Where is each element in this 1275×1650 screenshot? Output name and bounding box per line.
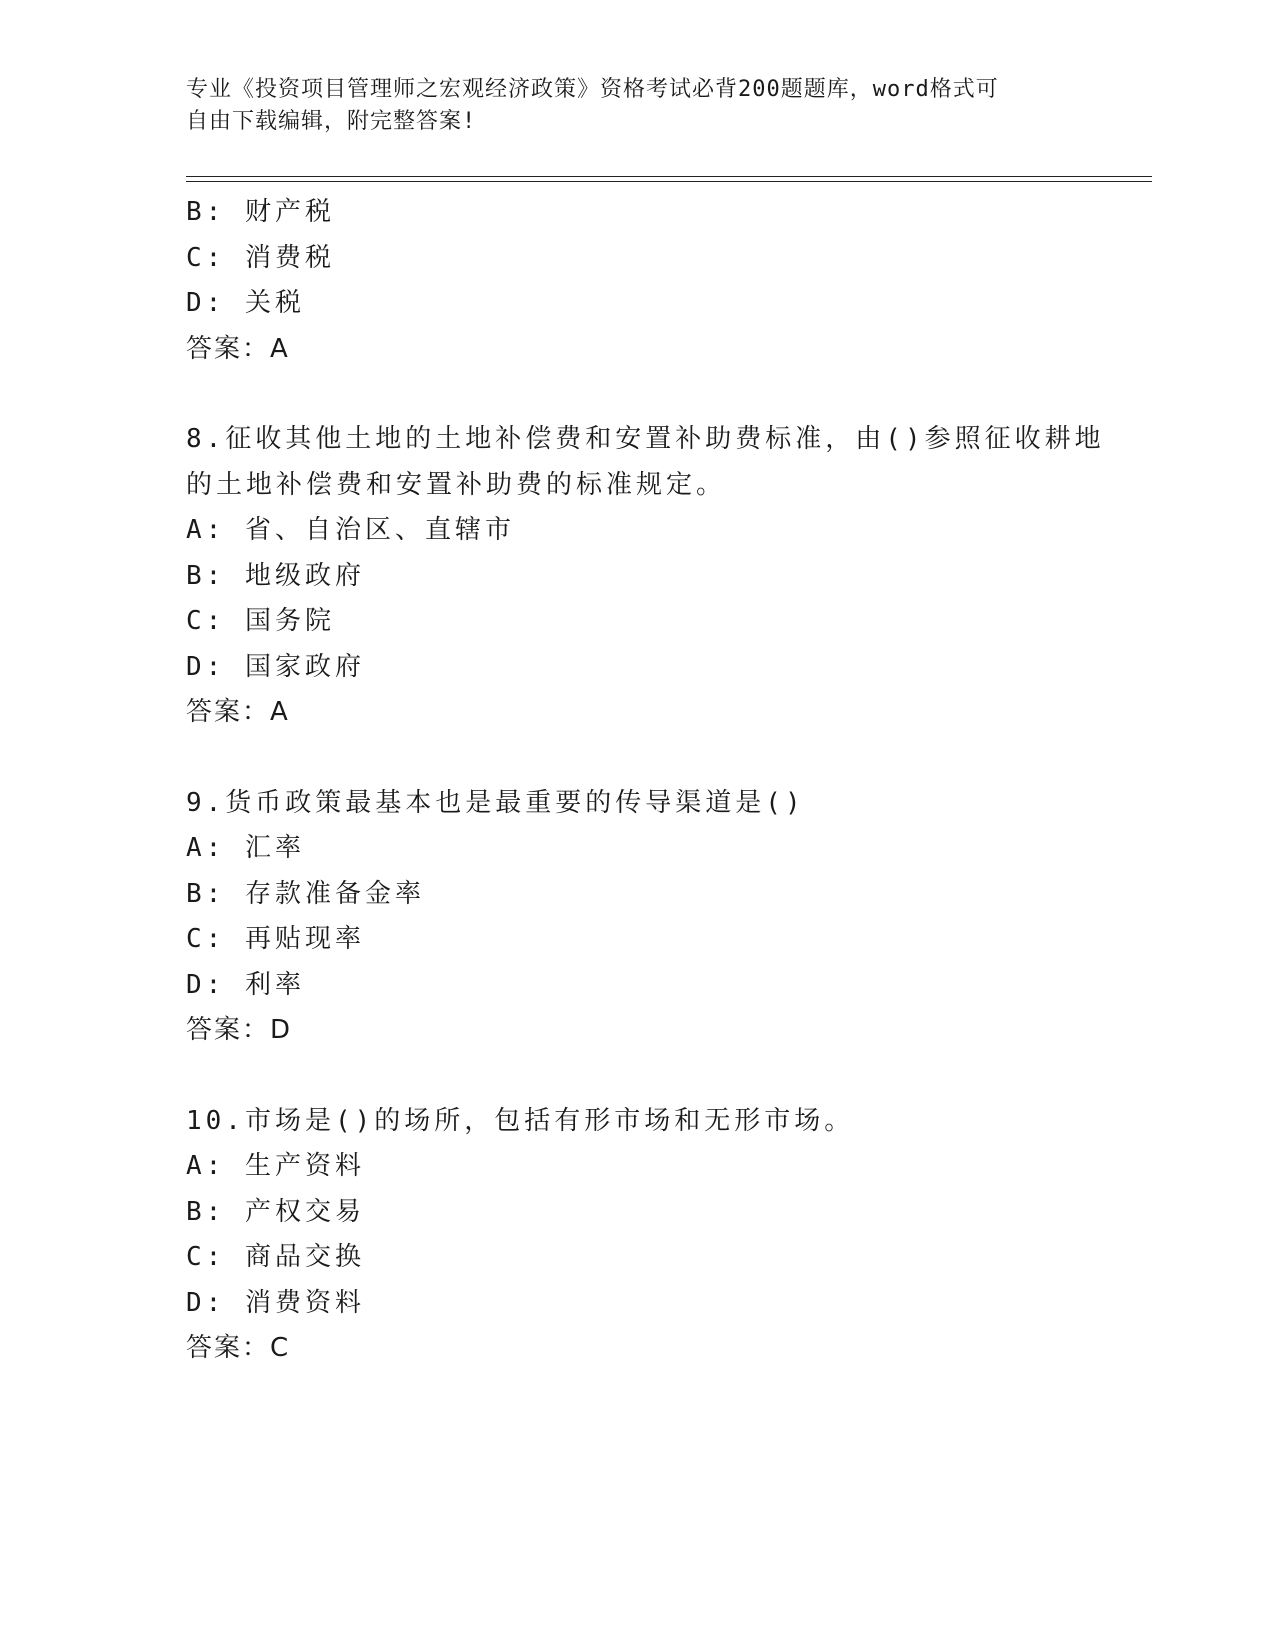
- option-c: C: 消费税: [186, 242, 335, 273]
- option-c: C: 商品交换: [186, 1242, 365, 1272]
- header-rule-bottom: [186, 181, 1152, 182]
- option-c: C: 再贴现率: [186, 924, 365, 954]
- header-line-1: 专业《投资项目管理师之宏观经济政策》资格考试必背200题题库，word格式可: [186, 77, 999, 102]
- option-b: B: 财产税: [186, 197, 335, 227]
- option-d: D: 国家政府: [186, 651, 365, 682]
- header-line-2: 自由下载编辑，附完整答案!: [186, 109, 477, 134]
- option-b: B: 产权交易: [186, 1196, 365, 1227]
- document-header: [186, 74, 1066, 138]
- question-stem: 8.征收其他土地的土地补偿费和安置补助费标准，由()参照征收耕地: [186, 424, 1105, 454]
- header-rule-top: [186, 176, 1152, 177]
- option-a: A: 省、自治区、直辖市: [186, 515, 515, 545]
- answer-line: 答案：D: [186, 1015, 293, 1045]
- question-7-continuation: [186, 190, 1086, 372]
- question-stem: 的土地补偿费和安置补助费的标准规定。: [186, 469, 727, 500]
- option-b: B: 地级政府: [186, 560, 365, 591]
- question-stem: 9.货币政策最基本也是最重要的传导渠道是(): [186, 787, 805, 818]
- question-stem: 10.市场是()的场所，包括有形市场和无形市场。: [186, 1105, 855, 1136]
- option-d: D: 消费资料: [186, 1287, 365, 1318]
- answer-line: 答案：C: [186, 1333, 291, 1363]
- option-b: B: 存款准备金率: [186, 878, 425, 909]
- option-c: C: 国务院: [186, 606, 335, 636]
- question-8: [186, 417, 1105, 736]
- option-a: A: 生产资料: [186, 1151, 365, 1181]
- option-d: D: 关税: [186, 288, 305, 318]
- option-d: D: 利率: [186, 969, 305, 1000]
- answer-line: 答案：A: [186, 697, 290, 727]
- option-a: A: 汇率: [186, 833, 305, 863]
- answer-line: 答案：A: [186, 333, 290, 364]
- question-9: [186, 781, 1086, 1054]
- question-list: [186, 190, 1105, 1417]
- question-10: [186, 1099, 1086, 1372]
